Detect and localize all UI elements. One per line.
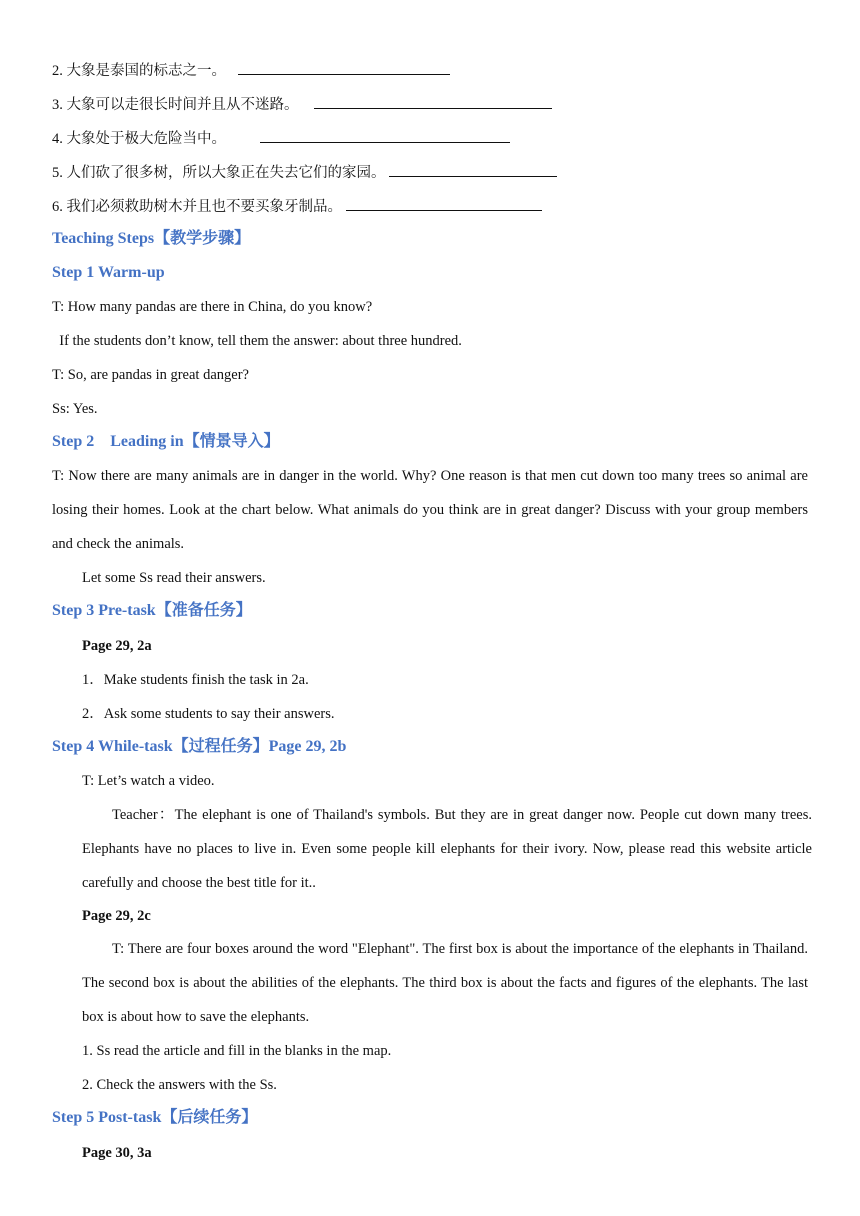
step4-heading: Step 4 While-task【过程任务】Page 29, 2b [52, 738, 347, 755]
step5-page-ref: Page 30, 3a [82, 1145, 152, 1161]
item-text: 6. 我们必须救助树木并且也不要买象牙制品。 [52, 199, 342, 215]
step1-line: If the students don’t know, tell them the answer: about three hundred. [52, 333, 462, 349]
item-text: 4. 大象处于极大危险当中。 [52, 131, 226, 147]
step4-item: 2. Check the answers with the Ss. [82, 1077, 277, 1093]
step3-item: 1．Make students finish the task in 2a. [82, 672, 309, 688]
step2-heading: Step 2 Leading in【情景导入】 [52, 433, 280, 450]
step3-heading: Step 3 Pre-task【准备任务】 [52, 602, 252, 619]
answer-blank[interactable] [260, 128, 510, 143]
step1-line: T: How many pandas are there in China, do you know? [52, 299, 373, 315]
step2-paragraph: T: Now there are many animals are in danger in the world. Why? One reason is that men cut down too many trees so animal are losing their homes. Look at the chart below. What animals do you think are in great danger? Discuss with your group members and check the animals. [52, 468, 808, 552]
step4-t-paragraph: T: There are four boxes around the word "Elephant". The first box is about the importance of the elephants in Thailand. The second box is about the abilities of the elephants. The third box is about the facts and figures of the elephants. The last box is about how to save the elephants. [82, 941, 808, 1025]
answer-blank[interactable] [389, 162, 557, 177]
item-text: 2. 大象是泰国的标志之一。 [52, 63, 226, 79]
step2-note: Let some Ss read their answers. [82, 570, 266, 586]
step1-heading: Step 1 Warm-up [52, 264, 165, 281]
translation-item-3 [52, 94, 808, 115]
step4-intro: T: Let’s watch a video. [82, 773, 215, 789]
translation-item-2 [52, 60, 808, 81]
step4-item: 1. Ss read the article and fill in the blanks in the map. [82, 1043, 392, 1059]
answer-blank[interactable] [314, 94, 552, 109]
step4-page-ref: Page 29, 2c [82, 908, 151, 924]
translation-item-5 [52, 162, 808, 183]
step1-line: Ss: Yes. [52, 401, 98, 417]
translation-item-4 [52, 128, 808, 149]
item-text: 3. 大象可以走很长时间并且从不迷路。 [52, 97, 299, 113]
step5-heading: Step 5 Post-task【后续任务】 [52, 1109, 258, 1126]
step4-teacher-paragraph: Teacher：The elephant is one of Thailand's symbols. But they are in great danger now. People cut down many trees. Elephants have no places to live in. Even some people kill elephants for their ivory. Now, please read this website article carefully and choose the best title for it.. [82, 807, 812, 891]
answer-blank[interactable] [346, 196, 542, 211]
answer-blank[interactable] [238, 60, 450, 75]
translation-item-6 [52, 196, 808, 217]
step3-page-ref: Page 29, 2a [82, 638, 152, 654]
step3-item: 2．Ask some students to say their answers. [82, 706, 335, 722]
item-text: 5. 人们砍了很多树，所以大象正在失去它们的家园。 [52, 165, 386, 181]
teaching-steps-heading: Teaching Steps【教学步骤】 [52, 230, 251, 247]
step1-line: T: So, are pandas in great danger? [52, 367, 249, 383]
